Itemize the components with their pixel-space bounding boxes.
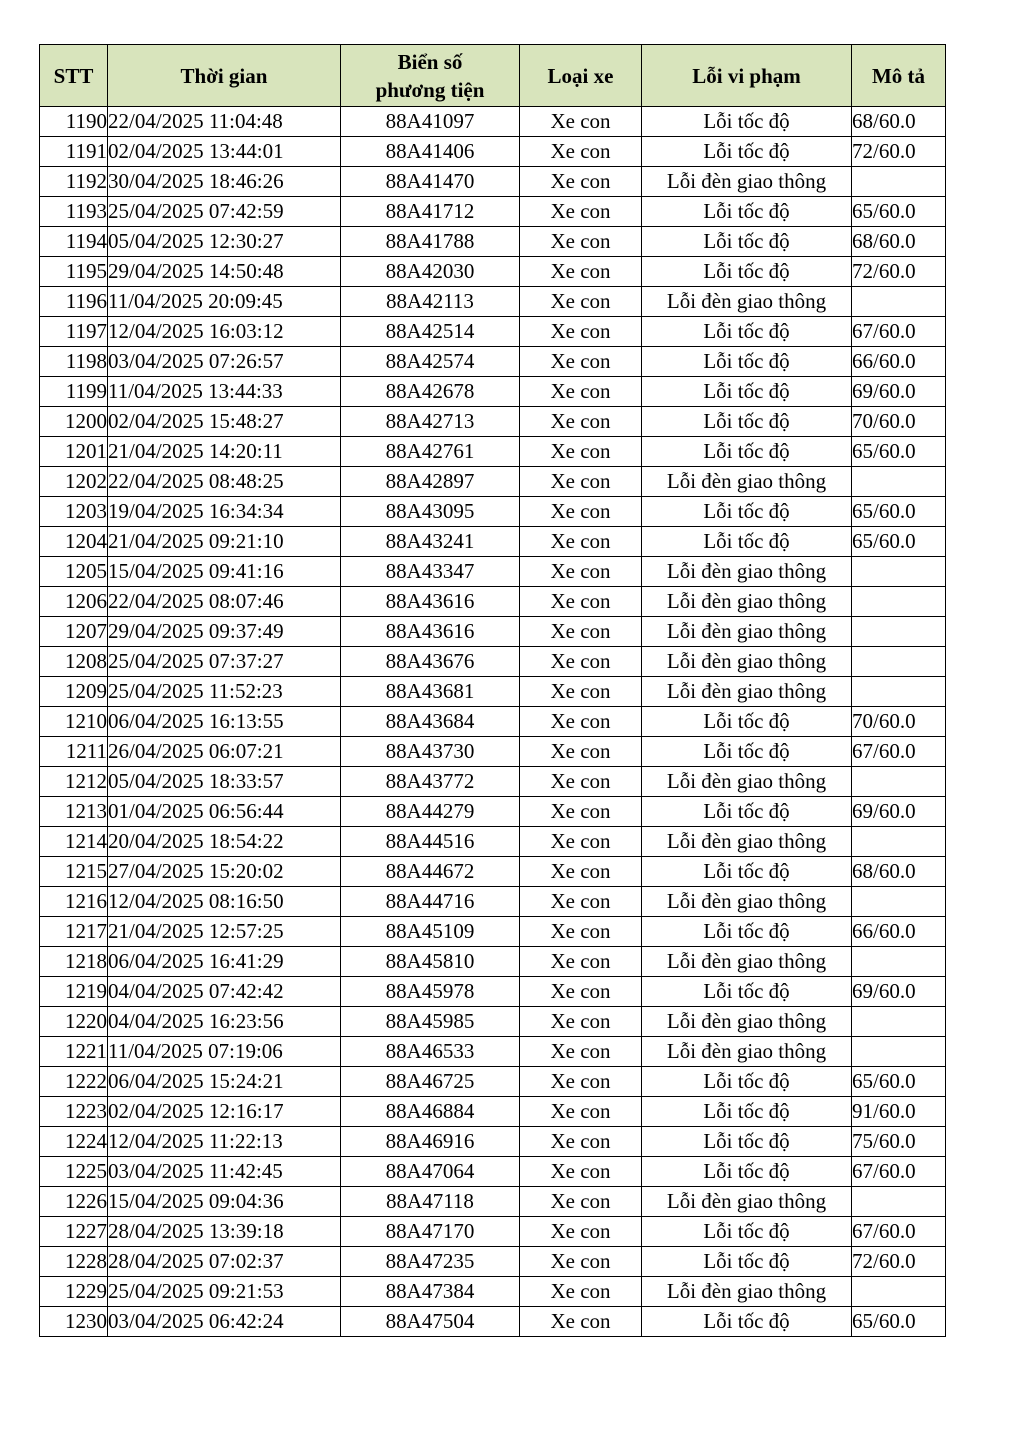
cell-plate: 88A43684 xyxy=(341,707,520,737)
header-plate-line2: phương tiện xyxy=(375,77,485,102)
cell-description xyxy=(852,467,946,497)
cell-plate: 88A46916 xyxy=(341,1127,520,1157)
cell-stt: 1225 xyxy=(40,1157,108,1187)
cell-description xyxy=(852,557,946,587)
cell-violation: Lỗi tốc độ xyxy=(642,1217,852,1247)
cell-violation: Lỗi tốc độ xyxy=(642,377,852,407)
cell-stt: 1203 xyxy=(40,497,108,527)
cell-time: 25/04/2025 07:42:59 xyxy=(108,197,341,227)
cell-time: 11/04/2025 07:19:06 xyxy=(108,1037,341,1067)
violations-table xyxy=(39,44,946,1337)
cell-violation: Lỗi đèn giao thông xyxy=(642,587,852,617)
cell-time: 15/04/2025 09:04:36 xyxy=(108,1187,341,1217)
table-row xyxy=(40,1067,946,1097)
table-row xyxy=(40,407,946,437)
cell-vehicle-type: Xe con xyxy=(520,767,642,797)
cell-plate: 88A47064 xyxy=(341,1157,520,1187)
table-row xyxy=(40,1247,946,1277)
cell-violation: Lỗi tốc độ xyxy=(642,137,852,167)
cell-description xyxy=(852,1037,946,1067)
cell-vehicle-type: Xe con xyxy=(520,1187,642,1217)
cell-stt: 1205 xyxy=(40,557,108,587)
cell-stt: 1223 xyxy=(40,1097,108,1127)
cell-time: 22/04/2025 11:04:48 xyxy=(108,107,341,137)
cell-time: 25/04/2025 07:37:27 xyxy=(108,647,341,677)
table-row xyxy=(40,167,946,197)
table-row xyxy=(40,137,946,167)
cell-plate: 88A41788 xyxy=(341,227,520,257)
cell-plate: 88A43676 xyxy=(341,647,520,677)
cell-vehicle-type: Xe con xyxy=(520,527,642,557)
cell-vehicle-type: Xe con xyxy=(520,287,642,317)
cell-stt: 1209 xyxy=(40,677,108,707)
cell-time: 02/04/2025 13:44:01 xyxy=(108,137,341,167)
cell-violation: Lỗi tốc độ xyxy=(642,437,852,467)
cell-time: 12/04/2025 16:03:12 xyxy=(108,317,341,347)
cell-stt: 1226 xyxy=(40,1187,108,1217)
table-row xyxy=(40,1157,946,1187)
cell-violation: Lỗi đèn giao thông xyxy=(642,647,852,677)
cell-plate: 88A47170 xyxy=(341,1217,520,1247)
header-row xyxy=(40,45,946,107)
cell-stt: 1195 xyxy=(40,257,108,287)
cell-plate: 88A42574 xyxy=(341,347,520,377)
cell-stt: 1191 xyxy=(40,137,108,167)
cell-violation: Lỗi tốc độ xyxy=(642,257,852,287)
cell-plate: 88A44672 xyxy=(341,857,520,887)
cell-time: 11/04/2025 13:44:33 xyxy=(108,377,341,407)
cell-plate: 88A47504 xyxy=(341,1307,520,1337)
cell-plate: 88A44516 xyxy=(341,827,520,857)
cell-time: 25/04/2025 09:21:53 xyxy=(108,1277,341,1307)
cell-violation: Lỗi đèn giao thông xyxy=(642,1187,852,1217)
cell-time: 02/04/2025 12:16:17 xyxy=(108,1097,341,1127)
cell-plate: 88A44279 xyxy=(341,797,520,827)
cell-plate: 88A43616 xyxy=(341,617,520,647)
cell-description: 65/60.0 xyxy=(852,1067,946,1097)
cell-violation: Lỗi tốc độ xyxy=(642,917,852,947)
table-row xyxy=(40,887,946,917)
cell-description xyxy=(852,1187,946,1217)
cell-description: 65/60.0 xyxy=(852,437,946,467)
table-row xyxy=(40,197,946,227)
cell-time: 28/04/2025 07:02:37 xyxy=(108,1247,341,1277)
cell-stt: 1230 xyxy=(40,1307,108,1337)
header-plate-line1: Biển số xyxy=(397,49,463,74)
cell-violation: Lỗi đèn giao thông xyxy=(642,887,852,917)
cell-vehicle-type: Xe con xyxy=(520,1307,642,1337)
cell-vehicle-type: Xe con xyxy=(520,377,642,407)
table-row xyxy=(40,437,946,467)
cell-violation: Lỗi tốc độ xyxy=(642,407,852,437)
cell-description xyxy=(852,887,946,917)
table-row xyxy=(40,107,946,137)
table-row xyxy=(40,947,946,977)
header-plate xyxy=(341,45,520,107)
table-row xyxy=(40,497,946,527)
cell-time: 29/04/2025 14:50:48 xyxy=(108,257,341,287)
cell-description xyxy=(852,767,946,797)
cell-stt: 1206 xyxy=(40,587,108,617)
cell-vehicle-type: Xe con xyxy=(520,257,642,287)
cell-description xyxy=(852,1277,946,1307)
cell-plate: 88A43730 xyxy=(341,737,520,767)
cell-violation: Lỗi tốc độ xyxy=(642,107,852,137)
cell-plate: 88A42897 xyxy=(341,467,520,497)
cell-stt: 1200 xyxy=(40,407,108,437)
cell-time: 12/04/2025 11:22:13 xyxy=(108,1127,341,1157)
table-row xyxy=(40,287,946,317)
table-body xyxy=(40,107,946,1337)
table-row xyxy=(40,317,946,347)
cell-violation: Lỗi đèn giao thông xyxy=(642,1277,852,1307)
cell-plate: 88A43772 xyxy=(341,767,520,797)
header-description: Mô tả xyxy=(852,45,946,107)
header-vehicle-type: Loại xe xyxy=(520,45,642,107)
cell-description: 65/60.0 xyxy=(852,527,946,557)
cell-vehicle-type: Xe con xyxy=(520,497,642,527)
cell-violation: Lỗi tốc độ xyxy=(642,1097,852,1127)
cell-description: 75/60.0 xyxy=(852,1127,946,1157)
cell-stt: 1196 xyxy=(40,287,108,317)
table-row xyxy=(40,377,946,407)
cell-time: 11/04/2025 20:09:45 xyxy=(108,287,341,317)
table-row xyxy=(40,1217,946,1247)
cell-vehicle-type: Xe con xyxy=(520,227,642,257)
cell-vehicle-type: Xe con xyxy=(520,167,642,197)
cell-plate: 88A42514 xyxy=(341,317,520,347)
cell-description: 70/60.0 xyxy=(852,707,946,737)
cell-violation: Lỗi tốc độ xyxy=(642,977,852,1007)
cell-vehicle-type: Xe con xyxy=(520,677,642,707)
header-time: Thời gian xyxy=(108,45,341,107)
cell-description xyxy=(852,287,946,317)
cell-description xyxy=(852,647,946,677)
cell-time: 03/04/2025 07:26:57 xyxy=(108,347,341,377)
cell-description: 66/60.0 xyxy=(852,347,946,377)
cell-plate: 88A44716 xyxy=(341,887,520,917)
cell-stt: 1193 xyxy=(40,197,108,227)
cell-plate: 88A45810 xyxy=(341,947,520,977)
cell-vehicle-type: Xe con xyxy=(520,407,642,437)
cell-vehicle-type: Xe con xyxy=(520,1007,642,1037)
cell-vehicle-type: Xe con xyxy=(520,587,642,617)
cell-stt: 1208 xyxy=(40,647,108,677)
cell-vehicle-type: Xe con xyxy=(520,1157,642,1187)
cell-description: 72/60.0 xyxy=(852,257,946,287)
cell-time: 12/04/2025 08:16:50 xyxy=(108,887,341,917)
cell-description: 67/60.0 xyxy=(852,317,946,347)
cell-vehicle-type: Xe con xyxy=(520,1037,642,1067)
cell-time: 05/04/2025 18:33:57 xyxy=(108,767,341,797)
header-stt: STT xyxy=(40,45,108,107)
cell-plate: 88A43095 xyxy=(341,497,520,527)
cell-plate: 88A41712 xyxy=(341,197,520,227)
cell-plate: 88A42113 xyxy=(341,287,520,317)
cell-plate: 88A43241 xyxy=(341,527,520,557)
cell-description: 70/60.0 xyxy=(852,407,946,437)
cell-violation: Lỗi tốc độ xyxy=(642,1307,852,1337)
cell-description xyxy=(852,827,946,857)
cell-time: 05/04/2025 12:30:27 xyxy=(108,227,341,257)
cell-vehicle-type: Xe con xyxy=(520,947,642,977)
cell-time: 15/04/2025 09:41:16 xyxy=(108,557,341,587)
cell-violation: Lỗi tốc độ xyxy=(642,707,852,737)
cell-stt: 1224 xyxy=(40,1127,108,1157)
cell-vehicle-type: Xe con xyxy=(520,1277,642,1307)
table-header xyxy=(40,45,946,107)
cell-plate: 88A45985 xyxy=(341,1007,520,1037)
cell-time: 06/04/2025 16:13:55 xyxy=(108,707,341,737)
cell-stt: 1215 xyxy=(40,857,108,887)
cell-vehicle-type: Xe con xyxy=(520,887,642,917)
cell-description: 69/60.0 xyxy=(852,797,946,827)
cell-plate: 88A41470 xyxy=(341,167,520,197)
cell-plate: 88A46884 xyxy=(341,1097,520,1127)
cell-time: 22/04/2025 08:48:25 xyxy=(108,467,341,497)
table-row xyxy=(40,347,946,377)
cell-violation: Lỗi đèn giao thông xyxy=(642,617,852,647)
cell-stt: 1198 xyxy=(40,347,108,377)
cell-time: 25/04/2025 11:52:23 xyxy=(108,677,341,707)
table-row xyxy=(40,917,946,947)
cell-time: 21/04/2025 09:21:10 xyxy=(108,527,341,557)
cell-vehicle-type: Xe con xyxy=(520,917,642,947)
cell-description: 67/60.0 xyxy=(852,737,946,767)
table-row xyxy=(40,677,946,707)
cell-plate: 88A42713 xyxy=(341,407,520,437)
cell-description: 65/60.0 xyxy=(852,197,946,227)
cell-time: 06/04/2025 16:41:29 xyxy=(108,947,341,977)
cell-plate: 88A45978 xyxy=(341,977,520,1007)
cell-stt: 1204 xyxy=(40,527,108,557)
cell-plate: 88A43681 xyxy=(341,677,520,707)
table-row xyxy=(40,647,946,677)
cell-description xyxy=(852,677,946,707)
cell-vehicle-type: Xe con xyxy=(520,437,642,467)
cell-time: 03/04/2025 06:42:24 xyxy=(108,1307,341,1337)
cell-stt: 1218 xyxy=(40,947,108,977)
table-row xyxy=(40,617,946,647)
cell-plate: 88A42761 xyxy=(341,437,520,467)
cell-stt: 1202 xyxy=(40,467,108,497)
table-row xyxy=(40,1307,946,1337)
cell-stt: 1216 xyxy=(40,887,108,917)
cell-description: 72/60.0 xyxy=(852,1247,946,1277)
cell-stt: 1229 xyxy=(40,1277,108,1307)
cell-stt: 1192 xyxy=(40,167,108,197)
cell-plate: 88A47384 xyxy=(341,1277,520,1307)
cell-stt: 1199 xyxy=(40,377,108,407)
cell-description xyxy=(852,947,946,977)
cell-plate: 88A42678 xyxy=(341,377,520,407)
cell-description xyxy=(852,1007,946,1037)
cell-vehicle-type: Xe con xyxy=(520,467,642,497)
cell-stt: 1201 xyxy=(40,437,108,467)
cell-vehicle-type: Xe con xyxy=(520,197,642,227)
cell-time: 06/04/2025 15:24:21 xyxy=(108,1067,341,1097)
cell-time: 20/04/2025 18:54:22 xyxy=(108,827,341,857)
table-row xyxy=(40,467,946,497)
cell-plate: 88A42030 xyxy=(341,257,520,287)
cell-vehicle-type: Xe con xyxy=(520,347,642,377)
cell-time: 26/04/2025 06:07:21 xyxy=(108,737,341,767)
cell-description: 69/60.0 xyxy=(852,377,946,407)
cell-description: 91/60.0 xyxy=(852,1097,946,1127)
cell-violation: Lỗi tốc độ xyxy=(642,797,852,827)
cell-violation: Lỗi tốc độ xyxy=(642,227,852,257)
cell-description: 68/60.0 xyxy=(852,857,946,887)
cell-vehicle-type: Xe con xyxy=(520,797,642,827)
table-row xyxy=(40,1127,946,1157)
table-row xyxy=(40,587,946,617)
cell-plate: 88A46533 xyxy=(341,1037,520,1067)
cell-time: 21/04/2025 12:57:25 xyxy=(108,917,341,947)
cell-violation: Lỗi tốc độ xyxy=(642,857,852,887)
cell-stt: 1213 xyxy=(40,797,108,827)
cell-vehicle-type: Xe con xyxy=(520,1067,642,1097)
cell-stt: 1217 xyxy=(40,917,108,947)
table-row xyxy=(40,1187,946,1217)
cell-stt: 1194 xyxy=(40,227,108,257)
cell-plate: 88A41406 xyxy=(341,137,520,167)
cell-stt: 1210 xyxy=(40,707,108,737)
cell-violation: Lỗi đèn giao thông xyxy=(642,767,852,797)
cell-violation: Lỗi tốc độ xyxy=(642,497,852,527)
cell-violation: Lỗi tốc độ xyxy=(642,347,852,377)
table-row xyxy=(40,857,946,887)
cell-violation: Lỗi đèn giao thông xyxy=(642,1037,852,1067)
table-row xyxy=(40,527,946,557)
cell-violation: Lỗi đèn giao thông xyxy=(642,287,852,317)
header-violation: Lỗi vi phạm xyxy=(642,45,852,107)
table-row xyxy=(40,1007,946,1037)
cell-violation: Lỗi đèn giao thông xyxy=(642,827,852,857)
cell-stt: 1197 xyxy=(40,317,108,347)
cell-time: 29/04/2025 09:37:49 xyxy=(108,617,341,647)
table-row xyxy=(40,737,946,767)
cell-violation: Lỗi tốc độ xyxy=(642,1157,852,1187)
cell-time: 19/04/2025 16:34:34 xyxy=(108,497,341,527)
cell-violation: Lỗi tốc độ xyxy=(642,1067,852,1097)
cell-vehicle-type: Xe con xyxy=(520,857,642,887)
cell-violation: Lỗi đèn giao thông xyxy=(642,677,852,707)
table-row xyxy=(40,797,946,827)
cell-description xyxy=(852,587,946,617)
cell-vehicle-type: Xe con xyxy=(520,557,642,587)
cell-vehicle-type: Xe con xyxy=(520,1097,642,1127)
cell-vehicle-type: Xe con xyxy=(520,107,642,137)
cell-vehicle-type: Xe con xyxy=(520,707,642,737)
table-row xyxy=(40,707,946,737)
cell-vehicle-type: Xe con xyxy=(520,1217,642,1247)
cell-plate: 88A43616 xyxy=(341,587,520,617)
cell-violation: Lỗi đèn giao thông xyxy=(642,167,852,197)
table-row xyxy=(40,227,946,257)
cell-plate: 88A43347 xyxy=(341,557,520,587)
cell-vehicle-type: Xe con xyxy=(520,137,642,167)
cell-stt: 1212 xyxy=(40,767,108,797)
cell-vehicle-type: Xe con xyxy=(520,617,642,647)
cell-stt: 1227 xyxy=(40,1217,108,1247)
cell-vehicle-type: Xe con xyxy=(520,647,642,677)
cell-description xyxy=(852,167,946,197)
cell-stt: 1222 xyxy=(40,1067,108,1097)
cell-stt: 1211 xyxy=(40,737,108,767)
cell-violation: Lỗi tốc độ xyxy=(642,1127,852,1157)
cell-description xyxy=(852,617,946,647)
cell-plate: 88A47118 xyxy=(341,1187,520,1217)
cell-time: 27/04/2025 15:20:02 xyxy=(108,857,341,887)
cell-violation: Lỗi tốc độ xyxy=(642,197,852,227)
cell-plate: 88A41097 xyxy=(341,107,520,137)
cell-vehicle-type: Xe con xyxy=(520,737,642,767)
cell-plate: 88A47235 xyxy=(341,1247,520,1277)
cell-violation: Lỗi đèn giao thông xyxy=(642,1007,852,1037)
cell-time: 21/04/2025 14:20:11 xyxy=(108,437,341,467)
cell-description: 66/60.0 xyxy=(852,917,946,947)
cell-vehicle-type: Xe con xyxy=(520,977,642,1007)
cell-time: 04/04/2025 16:23:56 xyxy=(108,1007,341,1037)
table-row xyxy=(40,977,946,1007)
cell-vehicle-type: Xe con xyxy=(520,827,642,857)
table-row xyxy=(40,1277,946,1307)
cell-vehicle-type: Xe con xyxy=(520,1127,642,1157)
table-row xyxy=(40,557,946,587)
cell-violation: Lỗi tốc độ xyxy=(642,737,852,767)
cell-stt: 1220 xyxy=(40,1007,108,1037)
cell-description: 67/60.0 xyxy=(852,1217,946,1247)
cell-time: 04/04/2025 07:42:42 xyxy=(108,977,341,1007)
cell-stt: 1190 xyxy=(40,107,108,137)
cell-stt: 1214 xyxy=(40,827,108,857)
cell-vehicle-type: Xe con xyxy=(520,317,642,347)
cell-stt: 1207 xyxy=(40,617,108,647)
table-row xyxy=(40,827,946,857)
cell-time: 01/04/2025 06:56:44 xyxy=(108,797,341,827)
cell-violation: Lỗi tốc độ xyxy=(642,527,852,557)
cell-description: 68/60.0 xyxy=(852,107,946,137)
cell-description: 67/60.0 xyxy=(852,1157,946,1187)
cell-vehicle-type: Xe con xyxy=(520,1247,642,1277)
cell-violation: Lỗi tốc độ xyxy=(642,1247,852,1277)
cell-time: 02/04/2025 15:48:27 xyxy=(108,407,341,437)
cell-plate: 88A46725 xyxy=(341,1067,520,1097)
cell-stt: 1228 xyxy=(40,1247,108,1277)
cell-stt: 1221 xyxy=(40,1037,108,1067)
cell-description: 69/60.0 xyxy=(852,977,946,1007)
table-row xyxy=(40,257,946,287)
cell-time: 30/04/2025 18:46:26 xyxy=(108,167,341,197)
cell-violation: Lỗi tốc độ xyxy=(642,317,852,347)
cell-plate: 88A45109 xyxy=(341,917,520,947)
cell-time: 03/04/2025 11:42:45 xyxy=(108,1157,341,1187)
cell-time: 28/04/2025 13:39:18 xyxy=(108,1217,341,1247)
cell-description: 72/60.0 xyxy=(852,137,946,167)
table-row xyxy=(40,1037,946,1067)
cell-violation: Lỗi đèn giao thông xyxy=(642,557,852,587)
cell-time: 22/04/2025 08:07:46 xyxy=(108,587,341,617)
cell-violation: Lỗi đèn giao thông xyxy=(642,467,852,497)
table-row xyxy=(40,767,946,797)
table-row xyxy=(40,1097,946,1127)
cell-description: 68/60.0 xyxy=(852,227,946,257)
cell-description: 65/60.0 xyxy=(852,1307,946,1337)
cell-description: 65/60.0 xyxy=(852,497,946,527)
cell-stt: 1219 xyxy=(40,977,108,1007)
cell-violation: Lỗi đèn giao thông xyxy=(642,947,852,977)
